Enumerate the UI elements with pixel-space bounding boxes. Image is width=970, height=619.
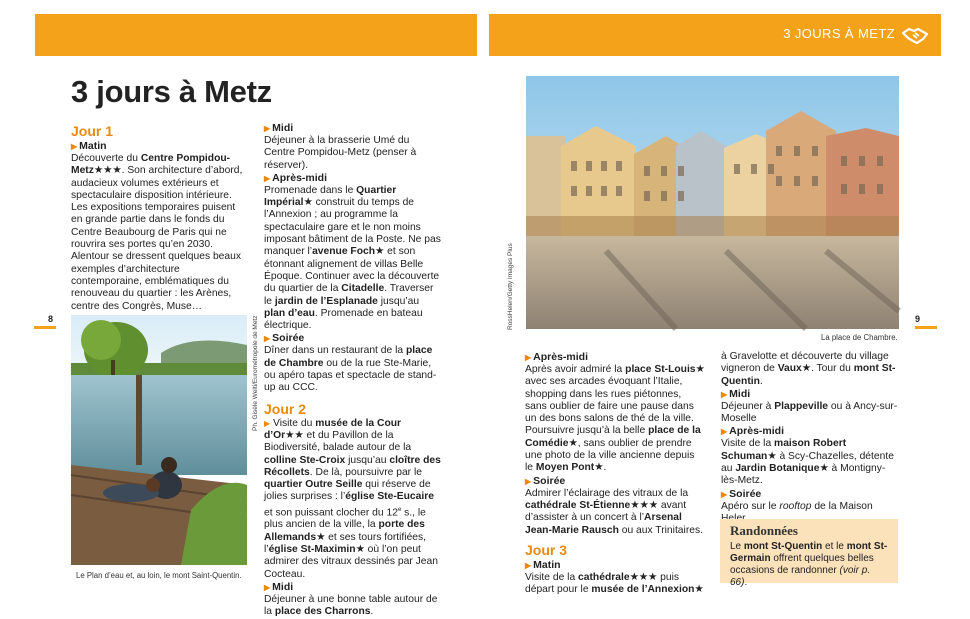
day2-heading: Jour 2 bbox=[264, 400, 307, 417]
day1-matin-text: Découverte du Centre Pompidou-Metz★★★. Son architecture d’abord, audacieux volumes extérieurs et spectaculaire disposition intérieure. Les expositions temporaires puisent en grande partie dans le fonds du Centre Beaubourg de Paris qui ne rouvrira ses portes qu’en 2030. Alentour se dressent quelques beaux exemples d’architecture contemporaine, emblématiques du renouveau du quartier : les Arènes, centre des Congrès, Muse… bbox=[71, 153, 243, 312]
place-de-chambre-illustration bbox=[526, 76, 899, 329]
triangle-bullet-icon: ▶ bbox=[721, 427, 728, 437]
day3-matin-text-b: à Gravelotte et découverte du village vigneron de Vaux★. Tour du mont St-Quentin. bbox=[721, 351, 896, 387]
page-number-rule bbox=[915, 326, 937, 329]
day3-apres-midi-text: Visite de la maison Robert Schuman★ à Scy-Chazelles, détente au Jardin Botanique★ à Montigny-lès-Metz. bbox=[721, 438, 894, 487]
randonnees-text: Le mont St-Quentin et le mont St-Germain offrent quelques belles occasions de randonner (voir p. 66). bbox=[730, 541, 888, 588]
handshake-icon bbox=[901, 21, 929, 49]
triangle-bullet-icon: ▶ bbox=[264, 173, 271, 183]
day2-soiree-heading: ▶ Soirée bbox=[525, 474, 566, 487]
day3-matin-heading: ▶ Matin bbox=[525, 558, 561, 571]
day2-visit-text: ▶ Visite du musée de la Cour d’Or★★ et du Pavillon de la Biodiversité, balade autour de la colline Ste-Croix jusqu’au cloître des Récollets. De là, poursuivre par le quartier Outre Seille qui réserve de jolies surprises : l’église Ste-Eucaire et son puissant clocher du 12e s., le plus ancien de la ville, la porte des Allemands★ et ses tours fortifiées, l’église St-Maximin★ où l’on peut admirer des vitraux dessinés par Jean Cocteau. bbox=[264, 417, 441, 580]
day3-midi-heading: ▶ Midi bbox=[721, 387, 751, 400]
photo-left-credit: Ph. Gisèle Welti/Eurométropole de Metz bbox=[252, 315, 259, 431]
day1-heading: Jour 1 bbox=[71, 123, 114, 139]
day3-apres-midi-heading: ▶ Après-midi bbox=[721, 425, 784, 438]
triangle-bullet-icon: ▶ bbox=[525, 353, 532, 362]
triangle-bullet-icon: ▶ bbox=[264, 418, 271, 428]
day3-matin-text-a: Visite de la cathédrale★★★ puis départ pour le musée de l’Annexion★ bbox=[525, 571, 704, 596]
day2-midi-heading: ▶ Midi bbox=[264, 580, 294, 593]
page-number-rule bbox=[34, 326, 56, 329]
triangle-bullet-icon: ▶ bbox=[721, 389, 728, 399]
randonnees-title: Randonnées bbox=[730, 523, 798, 538]
header-bar-left bbox=[35, 14, 477, 56]
day1-matin-heading: ▶ Matin bbox=[71, 140, 107, 152]
randonnees-box bbox=[720, 519, 898, 588]
triangle-bullet-icon: ▶ bbox=[264, 582, 271, 592]
day1-apres-midi-text: Promenade dans le Quartier Impérial★ construit du temps de l’Annexion ; au programme la spectaculaire gare et le non moins imposant bâtiment de la Poste. Ne pas manquer l’avenue Foch★ et son étonnant alignement de villas Belle Époque. Continuer avec la découverte du quartier de la Citadelle. Traverser le jardin de l’Esplanade jusqu’au plan d’eau. Promenade en bateau électrique. bbox=[264, 184, 441, 332]
running-head: 3 JOURS À METZ bbox=[783, 26, 895, 41]
day3-midi-text: Déjeuner à Plappeville ou à Ancy-sur-Moselle bbox=[721, 400, 898, 425]
right-page bbox=[485, 0, 970, 600]
photo-place-de-chambre bbox=[526, 76, 899, 329]
day1-midi-heading: ▶ Midi bbox=[264, 122, 294, 134]
triangle-bullet-icon: ▶ bbox=[525, 560, 532, 570]
triangle-bullet-icon: ▶ bbox=[264, 334, 271, 344]
day1-apres-midi-heading: ▶ Après-midi bbox=[264, 171, 327, 184]
column-left-1 bbox=[71, 122, 247, 313]
column-left-2 bbox=[264, 122, 442, 619]
day2-midi-text: Déjeuner à une bonne table autour de la place des Charrons. bbox=[264, 593, 438, 618]
photo-right-caption: La place de Chambre. bbox=[821, 333, 898, 342]
photo-left-caption: Le Plan d’eau et, au loin, le mont Saint-Quentin. bbox=[76, 571, 242, 580]
header-bar-right bbox=[489, 14, 941, 56]
column-right-2 bbox=[721, 351, 899, 525]
triangle-bullet-icon: ▶ bbox=[264, 124, 271, 133]
page-title: 3 jours à Metz bbox=[71, 74, 272, 109]
day2-apres-midi-text: Après avoir admiré la place St-Louis★ avec ses arcades évoquant l’Italie, shopping dans les rues piétonnes, sans oublier de faire une pause dans un des bons salons de thé de la ville. Poursuivre jusqu’à la belle place de la Comédie★, sans oublier de prendre une photo de la ville ancienne depuis le Moyen Pont★. bbox=[525, 364, 705, 474]
day2-soiree-text: Admirer l’éclairage des vitraux de la cathédrale St-Étienne★★★ avant d’assister à un concert à l’Arsenal Jean-Marie Rausch ou aux Trinitaires. bbox=[525, 487, 703, 536]
left-page bbox=[0, 0, 485, 618]
triangle-bullet-icon: ▶ bbox=[71, 142, 78, 151]
column-right-1 bbox=[525, 351, 705, 596]
day1-midi-text: Déjeuner à la brasserie Umé du Centre Pompidou-Metz (penser à réserver). bbox=[264, 135, 417, 171]
day3-soiree-heading: ▶ Soirée bbox=[721, 487, 762, 500]
page-number-right: 9 bbox=[915, 314, 920, 324]
photo-plan-d-eau bbox=[71, 315, 247, 565]
photo-right-credit: RossHelen/Getty Images Plus bbox=[507, 243, 514, 330]
day2-apres-midi-heading: ▶ Après-midi bbox=[525, 351, 588, 363]
plan-d-eau-illustration bbox=[71, 315, 247, 565]
page-number-left: 8 bbox=[48, 314, 53, 324]
day3-heading: Jour 3 bbox=[525, 541, 568, 558]
day3-soiree-text: Apéro sur le rooftop de la Maison bbox=[721, 500, 873, 512]
day1-soiree-text: Dîner dans un restaurant de la place de Chambre ou de la rue Ste-Marie, ou apéro tapas et spectacle de stand-up au CCC. bbox=[264, 345, 437, 394]
triangle-bullet-icon: ▶ bbox=[721, 489, 728, 499]
day1-soiree-heading: ▶ Soirée bbox=[264, 332, 305, 345]
triangle-bullet-icon: ▶ bbox=[525, 476, 532, 486]
